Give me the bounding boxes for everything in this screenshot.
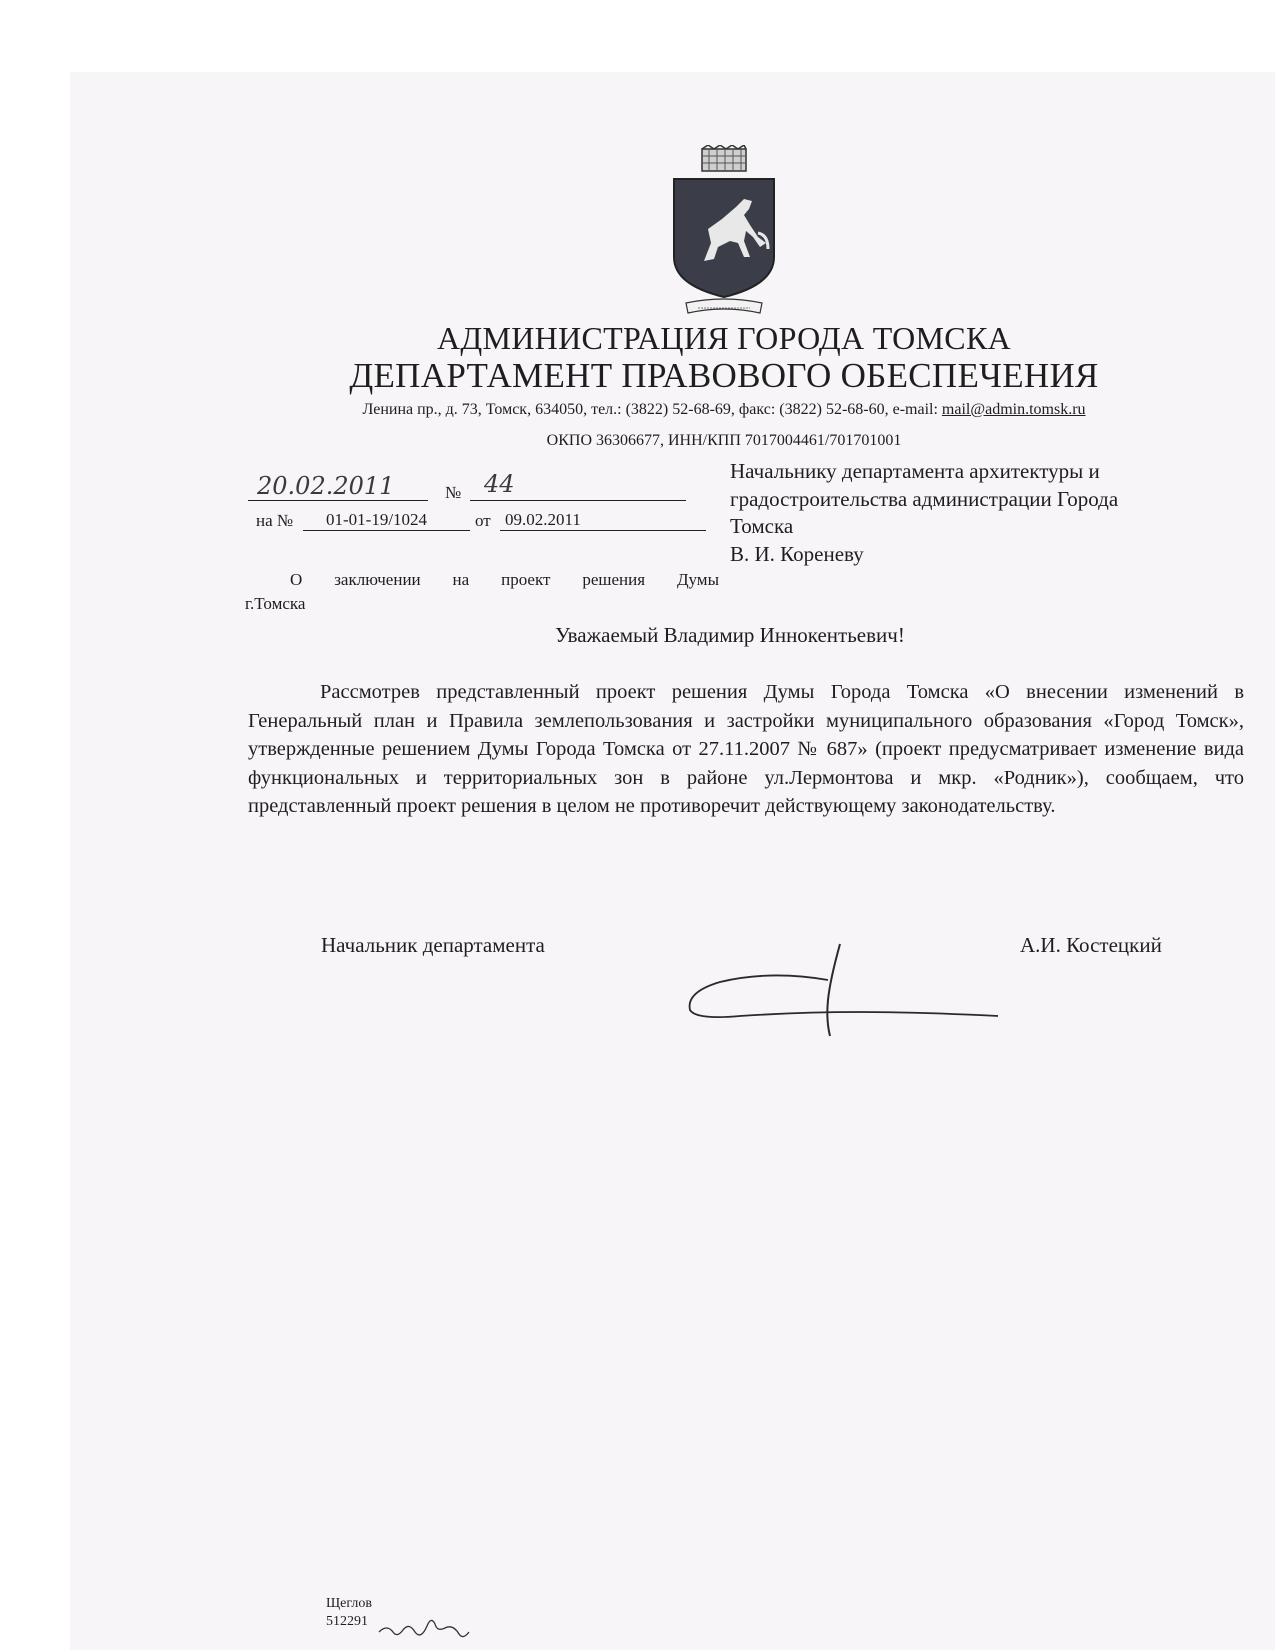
email-link[interactable]: mail@admin.tomsk.ru	[941, 401, 1086, 418]
department-title: ДЕПАРТАМЕНТ ПРАВОВОГО ОБЕСПЕЧЕНИЯ	[349, 356, 1099, 395]
subject-line-1: О заключении на проект решения Думы	[290, 570, 719, 589]
signatory-role: Начальник департамента	[321, 933, 545, 957]
addressee: Начальнику департамента архитектуры и градостроительства администрации Города Томска В. И. Кореневу	[730, 459, 1119, 566]
signatory-name: А.И. Костецкий	[1020, 933, 1162, 957]
letter-body: Рассмотрев представленный проект решения Думы Города Томска «О внесении изменений в Генеральный план и Правила землепользования и застройки муниципального образования «Город Томск», утвержденные решением Думы Города Томска от 27.11.2007 № 687» (проект предусматривает изменение вида функциональных и территориальных зон в районе ул.Лермонтова и мкр. «Родник»), сообщаем, что представленный проект решения в целом не противоречит действующему законодательству.	[248, 681, 1244, 817]
greeting: Уважаемый Владимир Иннокентьевич!	[555, 623, 905, 647]
date-underline	[248, 500, 428, 501]
ref-date-underline	[500, 530, 706, 531]
registration-number: 44	[484, 470, 515, 498]
org-title: АДМИНИСТРАЦИЯ ГОРОДА ТОМСКА	[436, 320, 1012, 356]
okpo-line: ОКПО 36306677, ИНН/КПП 7017004461/701701001	[546, 432, 902, 449]
executor-phone: 512291	[326, 1614, 368, 1629]
ref-prefix: на №	[256, 511, 294, 530]
ref-date-label: от	[475, 511, 491, 530]
executor-name: Щеглов	[326, 1596, 372, 1611]
org-address	[0, 401, 1275, 419]
ref-date: 09.02.2011	[505, 510, 581, 529]
tomsk-coat-of-arms-icon	[664, 145, 784, 317]
number-underline	[470, 500, 686, 501]
registration-date: 20.02.2011	[257, 472, 395, 500]
subject-line-2: г.Томска	[245, 594, 306, 613]
subject	[245, 568, 719, 616]
executor-initials-scrawl	[375, 1612, 471, 1644]
ref-number-underline	[303, 530, 470, 531]
handwritten-signature	[680, 940, 1000, 1040]
ref-number: 01-01-19/1024	[326, 510, 428, 529]
address-text: Ленина пр., д. 73, Томск, 634050, тел.: (3822) 52-68-69, факс: (3822) 52-68-60, e-mail:	[362, 401, 942, 418]
number-label: №	[445, 483, 462, 502]
